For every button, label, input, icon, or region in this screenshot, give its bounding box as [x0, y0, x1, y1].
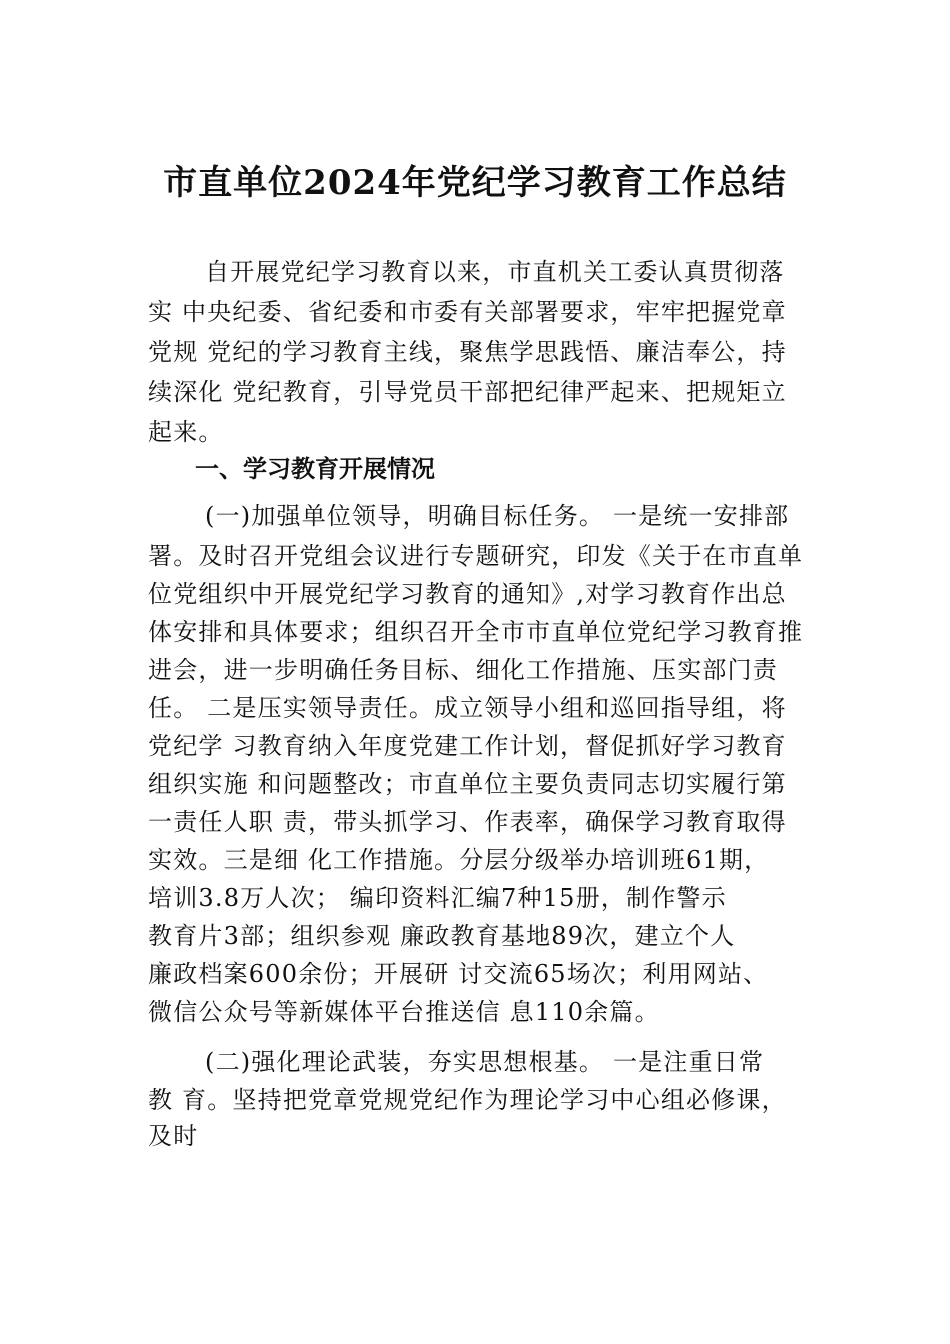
intro-line-3: 党规 党纪的学习教育主线，聚焦学思践悟、廉洁奉公，持	[148, 338, 787, 366]
sub1-line-8: 组织实施 和问题整改；市直单位主要负责同志切实履行第	[148, 770, 787, 798]
sub2-line-3: 及时	[148, 1122, 199, 1150]
sub1-line-3: 位党组织中开展党纪学习教育的通知》,对学习教育作出总	[148, 580, 787, 608]
section-heading-1: 一、学习教育开展情况	[195, 455, 435, 483]
intro-line-5: 起来。	[148, 418, 224, 446]
intro-line-4: 续深化 党纪教育，引导党员干部把纪律严起来、把规矩立	[148, 378, 787, 406]
intro-line-2: 实 中央纪委、省纪委和市委有关部署要求，牢牢把握党章	[148, 298, 787, 326]
sub1-line-6: 任。 二是压实领导责任。成立领导小组和巡回指导组，将	[148, 694, 787, 722]
sub1-line-2: 署。及时召开党组会议进行专题研究，印发《关于在市直单	[148, 542, 804, 570]
sub1-line-1: (一)加强单位领导，明确目标任务。 一是统一安排部	[205, 502, 790, 530]
sub2-line-1: (二)强化理论武装，夯实思想根基。 一是注重日常	[205, 1048, 765, 1076]
sub1-line-4: 体安排和具体要求；组织召开全市市直单位党纪学习教育推	[148, 618, 804, 646]
sub1-line-7: 党纪学 习教育纳入年度党建工作计划，督促抓好学习教育	[148, 732, 787, 760]
sub1-line-9: 一责任人职 责，带头抓学习、作表率，确保学习教育取得	[148, 808, 787, 836]
sub1-line-14: 微信公众号等新媒体平台推送信 息110余篇。	[148, 998, 660, 1026]
intro-line-1: 自开展党纪学习教育以来，市直机关工委认真贯彻落	[205, 258, 785, 286]
sub1-line-13: 廉政档案600余份；开展研 讨交流65场次；利用网站、	[148, 960, 769, 988]
sub2-line-2: 教 育。坚持把党章党规党纪作为理论学习中心组必修课，	[148, 1086, 787, 1114]
sub1-line-5: 进会，进一步明确任务目标、细化工作措施、压实部门责	[148, 656, 778, 684]
document-title: 市直单位2024年党纪学习教育工作总结	[163, 163, 787, 203]
sub1-line-12: 教育片3部；组织参观 廉政教育基地89次，建立个人	[148, 922, 736, 950]
sub1-line-10: 实效。三是细 化工作措施。分层分级举办培训班61期，	[148, 846, 770, 874]
sub1-line-11: 培训3.8万人次； 编印资料汇编7种15册，制作警示	[148, 884, 727, 912]
